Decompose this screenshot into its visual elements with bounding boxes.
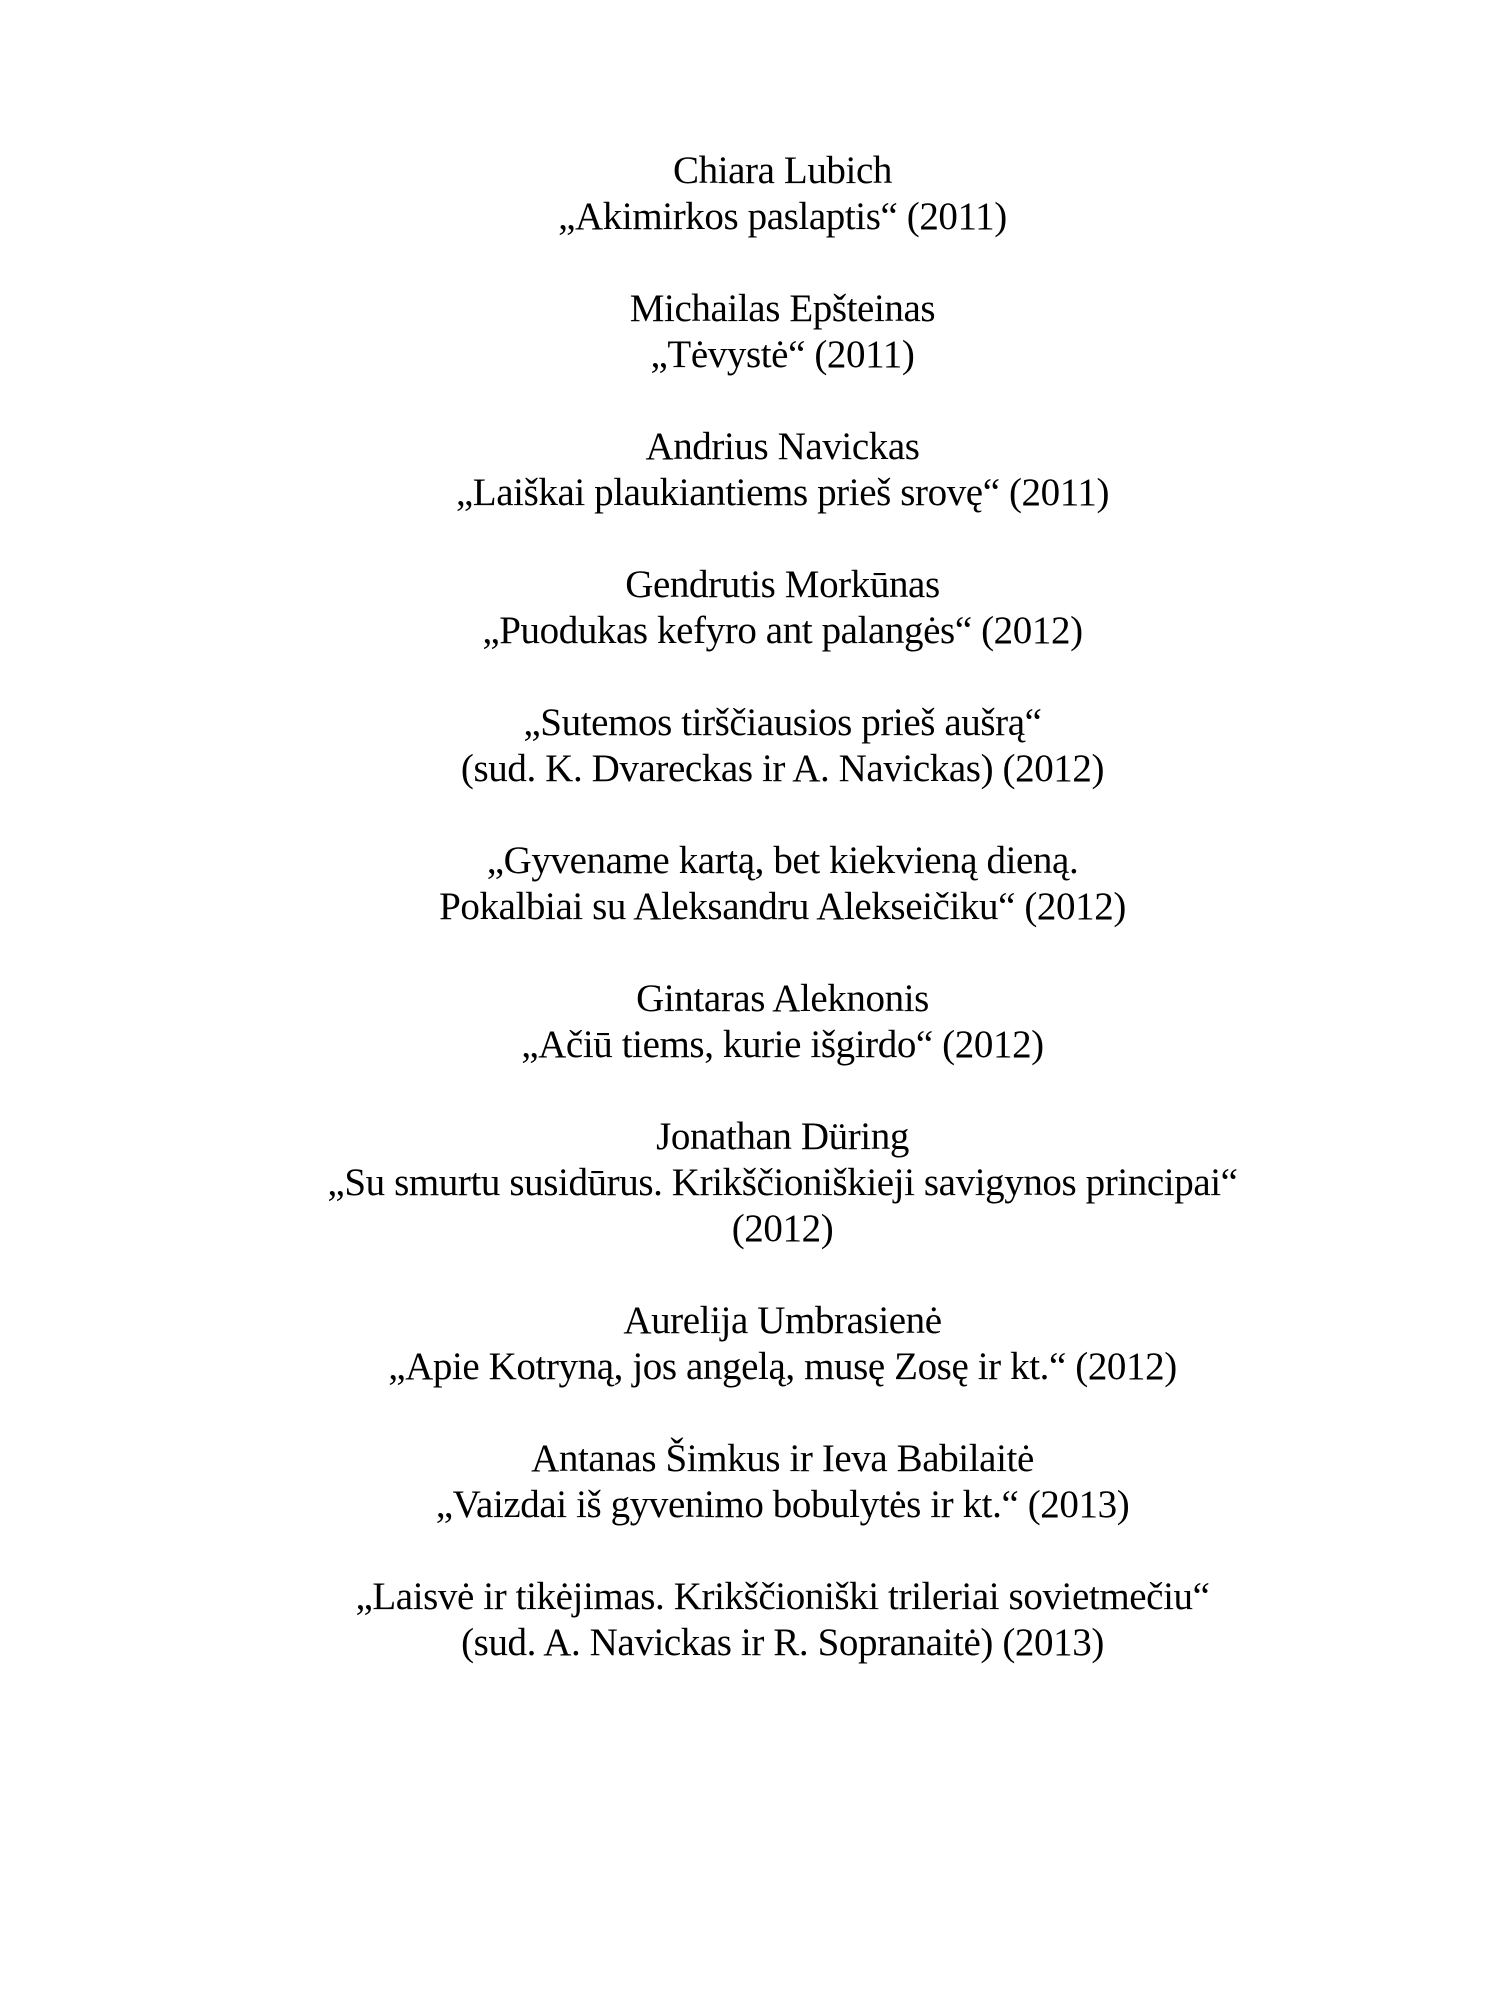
list-item — [62, 1114, 1503, 1252]
list-item — [62, 286, 1503, 378]
list-line: Gendrutis Morkūnas — [625, 563, 940, 606]
list-line: „Ačiū tiems, kurie išgirdo“ (2012) — [521, 1023, 1044, 1066]
list-line: Antanas Šimkus ir Ieva Babilaitė — [531, 1437, 1034, 1480]
list-line: „Vaizdai iš gyvenimo bobulytės ir kt.“ (2013) — [435, 1483, 1130, 1526]
list-line: Aurelija Umbrasienė — [623, 1299, 942, 1342]
list-line: „Gyvename kartą, bet kiekvieną dieną. — [486, 839, 1079, 882]
list-line: „Su smurtu susidūrus. Krikščioniškieji savigynos principai“ — [327, 1161, 1238, 1204]
list-item — [62, 1574, 1503, 1666]
list-line: „Laisvė ir tikėjimas. Krikščioniški trileriai sovietmečiu“ — [355, 1575, 1210, 1618]
list-line: (sud. K. Dvareckas ir A. Navickas) (2012) — [460, 747, 1105, 790]
list-line: Andrius Navickas — [645, 425, 920, 468]
book-list — [62, 148, 1503, 1666]
list-line: „Sutemos tirščiausios prieš aušrą“ — [523, 701, 1042, 744]
list-item — [62, 1436, 1503, 1528]
list-item — [62, 1298, 1503, 1390]
list-line: (2012) — [731, 1207, 834, 1250]
list-line: „Puodukas kefyro ant palangės“ (2012) — [482, 609, 1083, 652]
list-line: Chiara Lubich — [673, 149, 892, 192]
list-line: Michailas Epšteinas — [629, 287, 936, 330]
list-item — [62, 424, 1503, 516]
list-line: „Akimirkos paslaptis“ (2011) — [558, 195, 1007, 238]
list-item — [62, 838, 1503, 930]
list-line: „Apie Kotryną, jos angelą, musę Zosę ir kt.“ (2012) — [388, 1345, 1177, 1388]
list-item — [62, 562, 1503, 654]
list-line: Gintaras Aleknonis — [636, 977, 929, 1020]
list-line: Pokalbiai su Aleksandru Alekseičiku“ (2012) — [439, 885, 1126, 928]
list-item — [62, 148, 1503, 240]
list-line: „Tėvystė“ (2011) — [650, 333, 915, 376]
list-item — [62, 700, 1503, 792]
list-line: Jonathan Düring — [656, 1115, 909, 1158]
list-line: „Laiškai plaukiantiems prieš srovę“ (2011) — [455, 471, 1110, 514]
list-line: (sud. A. Navickas ir R. Sopranaitė) (2013) — [461, 1621, 1104, 1664]
list-item — [62, 976, 1503, 1068]
